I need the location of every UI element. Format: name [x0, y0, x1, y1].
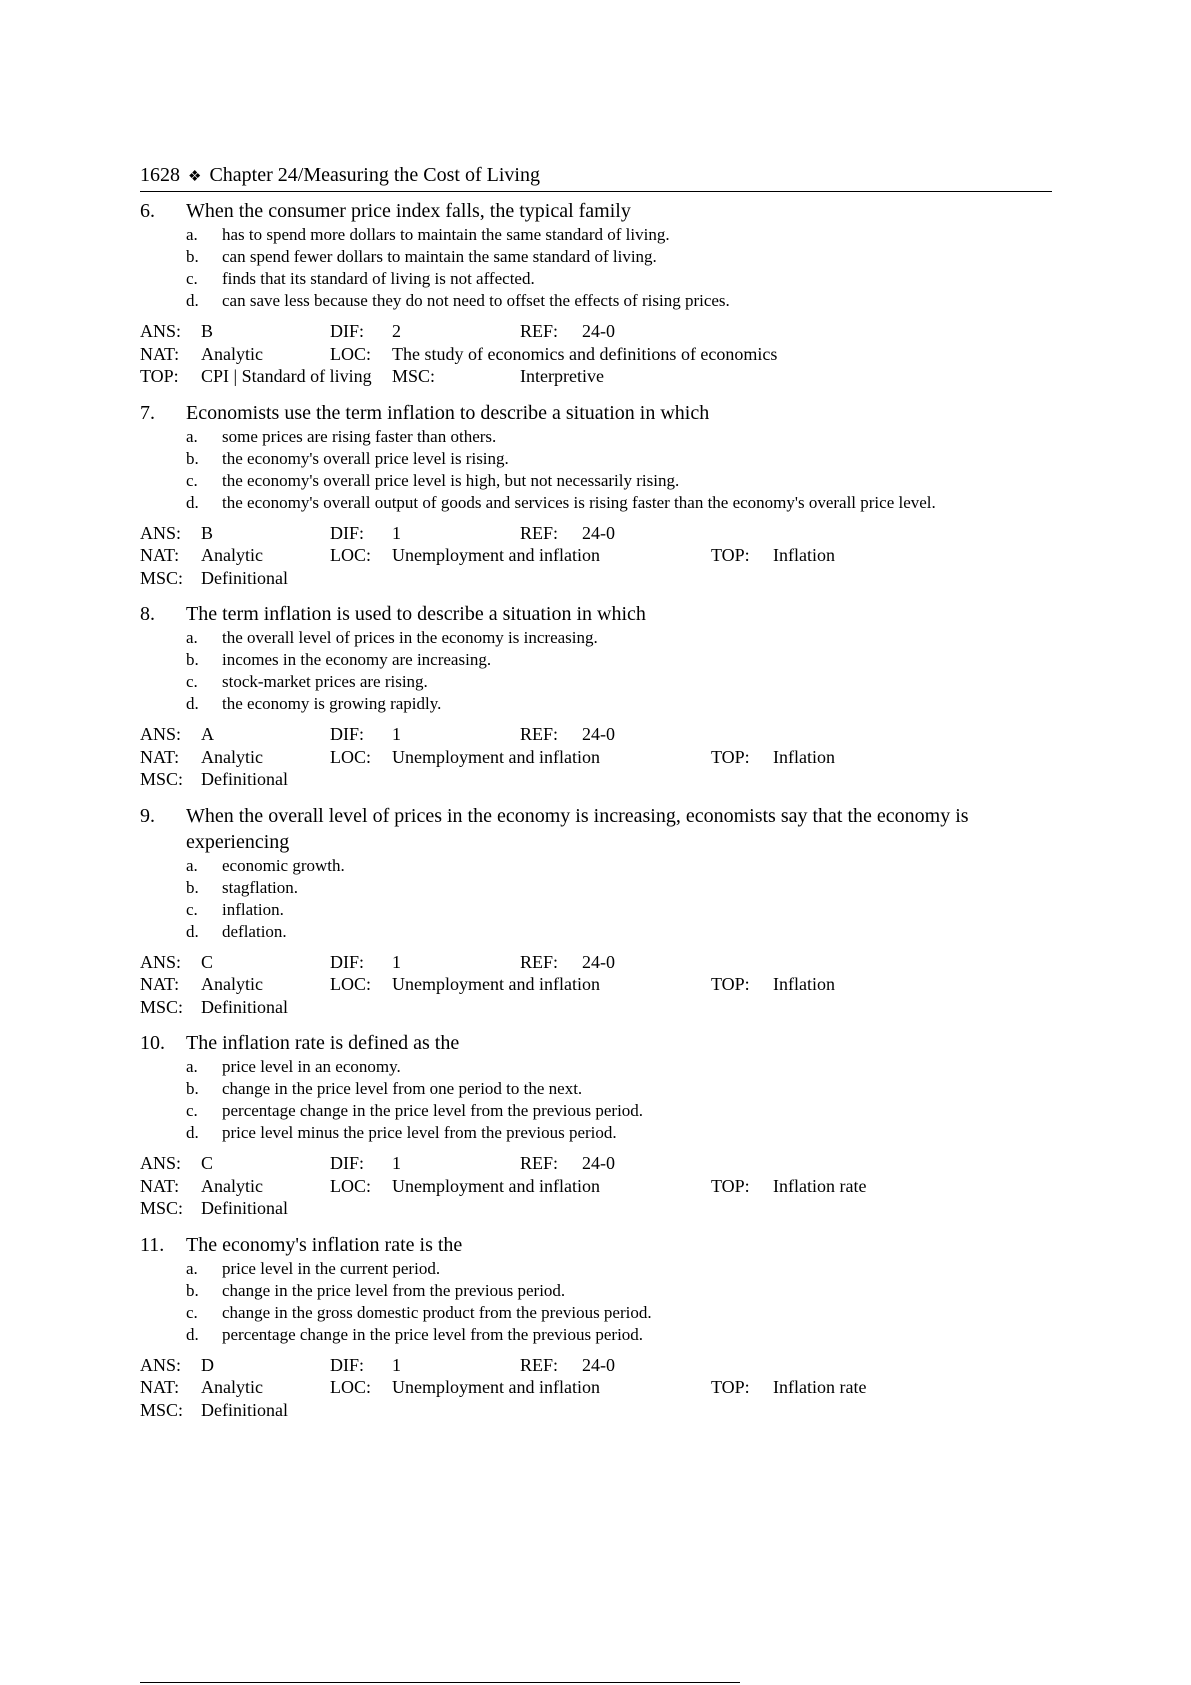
- nat-value: Analytic: [201, 343, 263, 364]
- option-text: stock-market prices are rising.: [222, 672, 428, 691]
- ans-label: ANS:: [140, 724, 182, 744]
- meta-row-3: [140, 768, 1052, 791]
- nat-value: Analytic: [201, 545, 263, 565]
- option: [186, 1056, 1052, 1078]
- options-list: [186, 426, 1052, 514]
- meta-row-3: [140, 365, 1052, 388]
- option-text: change in the price level from one period to the next.: [222, 1079, 583, 1098]
- ref-value: 24-0: [582, 951, 615, 972]
- meta-row-3: [140, 996, 1052, 1019]
- meta-row-1: [140, 1152, 1052, 1175]
- option-letter: d.: [186, 921, 199, 941]
- dif-value: 1: [392, 522, 401, 543]
- ans-label: ANS:: [140, 1354, 182, 1375]
- nat-value: Analytic: [201, 1175, 263, 1196]
- dif-value: 1: [392, 1354, 401, 1375]
- option-text: change in the gross domestic product from the previous period.: [222, 1302, 652, 1322]
- question-item: [140, 803, 1052, 1019]
- msc-value: Definitional: [201, 1399, 288, 1420]
- option: [186, 1100, 1052, 1122]
- loc-value: Unemployment and inflation: [392, 545, 600, 565]
- option-letter: a.: [186, 855, 198, 875]
- meta-row-1: [140, 951, 1052, 974]
- ref-value: 24-0: [582, 1354, 615, 1375]
- option-letter: d.: [186, 291, 199, 310]
- nat-value: Analytic: [201, 974, 263, 994]
- loc-value: The study of economics and definitions of economics: [392, 343, 778, 364]
- option-letter: b.: [186, 877, 199, 897]
- option-text: can save less because they do not need to offset the effects of rising prices.: [222, 291, 730, 310]
- option-letter: a.: [186, 1057, 198, 1076]
- question-number: 7.: [140, 401, 155, 424]
- option-text: the overall level of prices in the economy is increasing.: [222, 628, 598, 647]
- option: [186, 921, 1052, 943]
- ref-label: REF:: [520, 724, 559, 744]
- meta-row-2: [140, 746, 1052, 769]
- dif-value: 1: [392, 951, 401, 972]
- option-text: inflation.: [222, 899, 284, 919]
- option-text: stagflation.: [222, 877, 299, 897]
- meta-row-2: [140, 343, 1052, 366]
- answer-metadata: [140, 951, 1052, 1019]
- ref-label: REF:: [520, 1354, 559, 1375]
- question-item: [140, 400, 1052, 590]
- dif-value: 1: [392, 724, 401, 744]
- ans-value: C: [201, 951, 214, 972]
- option: [186, 470, 1052, 492]
- dif-label: DIF:: [330, 1153, 365, 1173]
- option-letter: b.: [186, 1280, 199, 1300]
- msc-value: Definitional: [201, 769, 288, 789]
- question-number: 8.: [140, 603, 155, 625]
- loc-label: LOC:: [330, 1377, 372, 1397]
- option: [186, 448, 1052, 470]
- dif-label: DIF:: [330, 321, 365, 341]
- ref-label: REF:: [520, 1153, 559, 1173]
- nat-label: NAT:: [140, 545, 180, 565]
- loc-value: Unemployment and inflation: [392, 1377, 600, 1397]
- nat-label: NAT:: [140, 1175, 180, 1196]
- top-label: TOP:: [711, 974, 750, 994]
- option-letter: c.: [186, 470, 198, 490]
- msc-label: MSC:: [140, 769, 184, 789]
- option: [186, 1324, 1052, 1346]
- ans-value: A: [201, 724, 214, 744]
- nat-value: Analytic: [201, 746, 263, 767]
- option: [186, 671, 1052, 693]
- option-text: the economy is growing rapidly.: [222, 694, 442, 713]
- question-stem: [140, 601, 1052, 627]
- option: [186, 1280, 1052, 1302]
- option-text: finds that its standard of living is not affected.: [222, 269, 535, 288]
- msc-label: MSC:: [140, 1198, 184, 1218]
- ref-label: REF:: [520, 951, 559, 972]
- page-number: 1628: [140, 164, 180, 186]
- option-text: price level minus the price level from the previous period.: [222, 1123, 617, 1142]
- option: [186, 1078, 1052, 1100]
- option-text: deflation.: [222, 921, 287, 941]
- options-list: [186, 627, 1052, 715]
- top-value: Inflation rate: [773, 1377, 867, 1397]
- loc-value: Unemployment and inflation: [392, 974, 600, 994]
- option: [186, 693, 1052, 715]
- option-letter: b.: [186, 448, 199, 468]
- option: [186, 1122, 1052, 1144]
- option-text: the economy's overall price level is high, but not necessarily rising.: [222, 470, 680, 490]
- diamond-icon: ❖: [188, 169, 202, 185]
- loc-value: Unemployment and inflation: [392, 746, 600, 767]
- nat-value: Analytic: [201, 1377, 263, 1397]
- ans-value: B: [201, 522, 214, 543]
- question-item: [140, 198, 1052, 388]
- question-text: The economy's inflation rate is the: [186, 1233, 463, 1256]
- option-letter: c.: [186, 269, 198, 288]
- msc-label: MSC:: [140, 567, 184, 588]
- option-letter: b.: [186, 247, 199, 266]
- option-letter: a.: [186, 628, 198, 647]
- options-list: [186, 1258, 1052, 1346]
- ans-label: ANS:: [140, 951, 182, 972]
- question-stem: [140, 1232, 1052, 1258]
- loc-label: LOC:: [330, 343, 372, 364]
- ref-label: REF:: [520, 522, 559, 543]
- option-text: economic growth.: [222, 855, 345, 875]
- ans-label: ANS:: [140, 1153, 182, 1173]
- msc-value: Interpretive: [520, 366, 604, 386]
- question-item: [140, 1030, 1052, 1220]
- nat-label: NAT:: [140, 974, 180, 994]
- dif-label: DIF:: [330, 724, 365, 744]
- option-letter: c.: [186, 899, 198, 919]
- ref-label: REF:: [520, 321, 559, 341]
- ans-label: ANS:: [140, 522, 182, 543]
- option-text: incomes in the economy are increasing.: [222, 650, 492, 669]
- msc-value: Definitional: [201, 1198, 288, 1218]
- question-stem: [140, 400, 1052, 426]
- option: [186, 224, 1052, 246]
- option: [186, 290, 1052, 312]
- meta-row-1: [140, 320, 1052, 343]
- answer-metadata: [140, 1152, 1052, 1220]
- option: [186, 1302, 1052, 1324]
- option: [186, 649, 1052, 671]
- ref-value: 24-0: [582, 1153, 615, 1173]
- option: [186, 268, 1052, 290]
- footer-divider: [140, 1682, 740, 1683]
- option: [186, 877, 1052, 899]
- ans-value: C: [201, 1153, 214, 1173]
- question-item: [140, 1232, 1052, 1422]
- option-text: price level in an economy.: [222, 1057, 401, 1076]
- dif-value: 2: [392, 321, 401, 341]
- question-text: The term inflation is used to describe a situation in which: [186, 603, 646, 625]
- answer-metadata: [140, 522, 1052, 590]
- option: [186, 627, 1052, 649]
- question-number: 11.: [140, 1233, 165, 1256]
- option-text: some prices are rising faster than others.: [222, 426, 497, 446]
- ans-value: B: [201, 321, 214, 341]
- top-value: Inflation: [773, 746, 835, 767]
- option-letter: d.: [186, 1123, 199, 1142]
- top-label: TOP:: [711, 1377, 750, 1397]
- top-label: TOP:: [711, 545, 750, 565]
- option-text: percentage change in the price level from the previous period.: [222, 1101, 644, 1120]
- msc-label: MSC:: [392, 366, 436, 386]
- option: [186, 492, 1052, 514]
- option-text: the economy's overall output of goods and services is rising faster than the economy's overall price level.: [222, 492, 936, 512]
- loc-label: LOC:: [330, 746, 372, 767]
- question-list: [140, 198, 1052, 1433]
- nat-label: NAT:: [140, 1377, 180, 1397]
- question-number: 9.: [140, 804, 155, 827]
- meta-row-2: [140, 973, 1052, 996]
- dif-value: 1: [392, 1153, 401, 1173]
- option-letter: a.: [186, 225, 198, 244]
- question-text: When the overall level of prices in the economy is increasing, economists say that the economy is experiencing: [186, 804, 969, 853]
- chapter-title: Chapter 24/Measuring the Cost of Living: [209, 164, 540, 186]
- option-text: the economy's overall price level is rising.: [222, 448, 509, 468]
- option: [186, 426, 1052, 448]
- meta-row-2: [140, 1376, 1052, 1399]
- option-text: has to spend more dollars to maintain the same standard of living.: [222, 225, 670, 244]
- meta-row-1: [140, 1354, 1052, 1377]
- option-text: percentage change in the price level from the previous period.: [222, 1324, 644, 1344]
- top-label: TOP:: [140, 366, 179, 386]
- question-text: When the consumer price index falls, the typical family: [186, 200, 631, 222]
- top-label: TOP:: [711, 1175, 750, 1196]
- option-letter: a.: [186, 426, 198, 446]
- options-list: [186, 224, 1052, 312]
- top-value: Inflation rate: [773, 1175, 867, 1196]
- question-stem: [140, 1030, 1052, 1056]
- top-label: TOP:: [711, 746, 750, 767]
- option-letter: c.: [186, 672, 198, 691]
- option-text: change in the price level from the previous period.: [222, 1280, 566, 1300]
- question-text: Economists use the term inflation to describe a situation in which: [186, 401, 710, 424]
- loc-value: Unemployment and inflation: [392, 1175, 600, 1196]
- dif-label: DIF:: [330, 522, 365, 543]
- options-list: [186, 855, 1052, 943]
- meta-row-1: [140, 522, 1052, 545]
- answer-metadata: [140, 320, 1052, 388]
- loc-label: LOC:: [330, 974, 372, 994]
- meta-row-3: [140, 1399, 1052, 1422]
- dif-label: DIF:: [330, 1354, 365, 1375]
- nat-label: NAT:: [140, 746, 180, 767]
- answer-metadata: [140, 723, 1052, 791]
- loc-label: LOC:: [330, 1175, 372, 1196]
- option-letter: a.: [186, 1258, 198, 1278]
- option: [186, 899, 1052, 921]
- top-value: CPI | Standard of living: [201, 366, 372, 386]
- dif-label: DIF:: [330, 951, 365, 972]
- question-stem: [140, 198, 1052, 224]
- msc-label: MSC:: [140, 1399, 184, 1420]
- ans-value: D: [201, 1354, 214, 1375]
- question-text: The inflation rate is defined as the: [186, 1032, 460, 1054]
- answer-metadata: [140, 1354, 1052, 1422]
- page-header: [140, 163, 1052, 192]
- meta-row-1: [140, 723, 1052, 746]
- meta-row-3: [140, 567, 1052, 590]
- meta-row-2: [140, 544, 1052, 567]
- options-list: [186, 1056, 1052, 1144]
- option: [186, 855, 1052, 877]
- msc-value: Definitional: [201, 996, 288, 1017]
- option: [186, 246, 1052, 268]
- option: [186, 1258, 1052, 1280]
- meta-row-2: [140, 1175, 1052, 1198]
- option-letter: c.: [186, 1101, 198, 1120]
- ref-value: 24-0: [582, 522, 615, 543]
- option-letter: d.: [186, 1324, 199, 1344]
- question-item: [140, 601, 1052, 791]
- option-letter: c.: [186, 1302, 198, 1322]
- meta-row-3: [140, 1197, 1052, 1220]
- option-text: price level in the current period.: [222, 1258, 441, 1278]
- nat-label: NAT:: [140, 343, 180, 364]
- option-text: can spend fewer dollars to maintain the same standard of living.: [222, 247, 657, 266]
- loc-label: LOC:: [330, 545, 372, 565]
- option-letter: b.: [186, 1079, 199, 1098]
- option-letter: d.: [186, 694, 199, 713]
- msc-value: Definitional: [201, 567, 288, 588]
- option-letter: b.: [186, 650, 199, 669]
- msc-label: MSC:: [140, 996, 184, 1017]
- ans-label: ANS:: [140, 321, 182, 341]
- question-number: 6.: [140, 200, 155, 222]
- top-value: Inflation: [773, 545, 835, 565]
- option-letter: d.: [186, 492, 199, 512]
- ref-value: 24-0: [582, 724, 615, 744]
- question-number: 10.: [140, 1032, 165, 1054]
- ref-value: 24-0: [582, 321, 615, 341]
- top-value: Inflation: [773, 974, 835, 994]
- question-stem: [140, 803, 1052, 855]
